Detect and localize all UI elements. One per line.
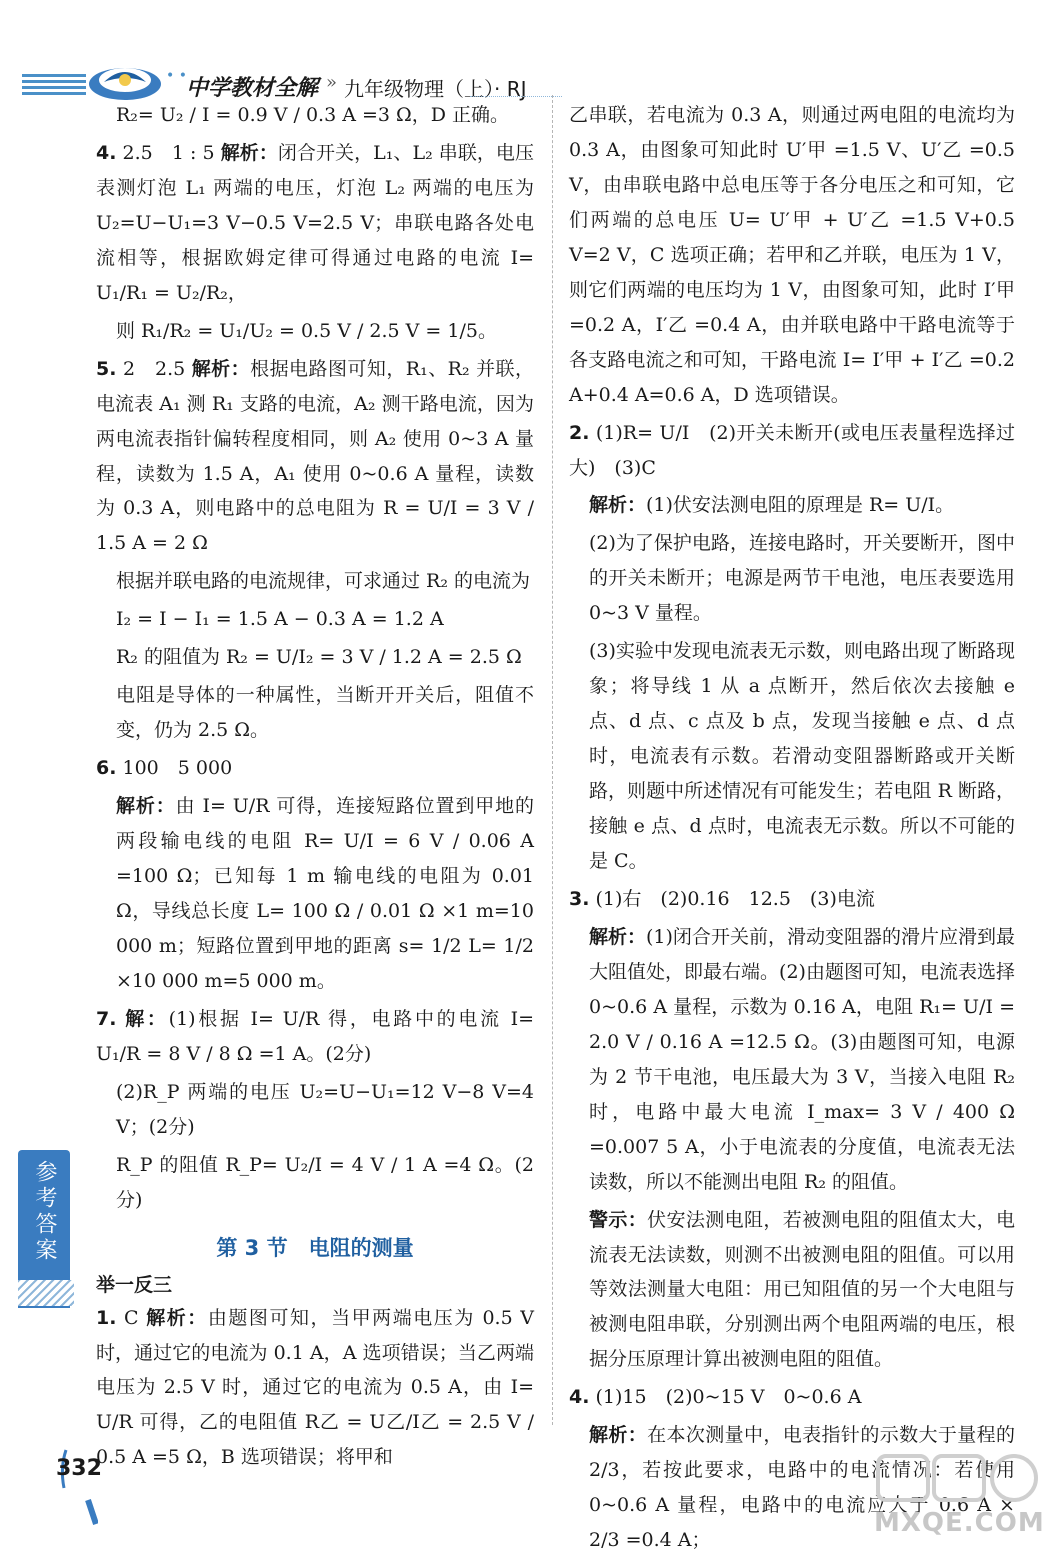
answer-item-4: [96, 136, 534, 311]
answer-item-5: [96, 352, 534, 562]
side-tab-label: 参考答案: [32, 1160, 57, 1264]
book-title: 中学教材全解: [186, 76, 319, 101]
column-divider: [552, 95, 553, 1425]
chevron-right-icon: »: [326, 72, 338, 93]
header-dots: • •: [166, 68, 187, 84]
answer-line: (2)R_P 两端的电压 U₂=U−U₁=12 V−8 V=4 V；(2分): [116, 1080, 534, 1138]
analysis-text: 闭合开关，L₁、L₂ 串联，电压表测灯泡 L₁ 两端的电压，灯泡 L₂ 两端的电压为 U₂=U−U₁=3 V−0.5 V=2.5 V；串联电路各处电流相等，根据欧姆定律可得通过电路的电流 I= U₁/R₁ = U₂/R₂，: [96, 141, 534, 304]
item-answer: C: [124, 1306, 139, 1329]
subsection-heading: 举一反三: [96, 1273, 173, 1296]
analysis-label: 解析：: [220, 141, 278, 164]
answer-line: R_P 的阻值 R_P= U₂/I = 4 V / 1 A =4 Ω。(2分): [116, 1153, 534, 1211]
section-title: 第 3 节 电阻的测量: [216, 1235, 414, 1260]
analysis-paragraph: [569, 920, 1015, 1200]
item-answer: (1)R= U/I (2)开关未断开(或电压表量程选择过大) (3)C: [569, 421, 1015, 479]
item-number: 5.: [96, 357, 117, 380]
analysis-label: 解析：: [191, 357, 251, 380]
item-answer: 100 5 000: [122, 757, 233, 780]
answer-item-7: [96, 1002, 534, 1072]
warning-text: 伏安法测电阻，若被测电阻的阻值太大，电流表无法读数，则测不出被测电阻的阻值。可以用等效法测量大电阻：用已知阻值的另一个大电阻与被测电阻串联，分别测出两个电阻两端的电压，根据分压原理计算出被测电阻的阻值。: [589, 1208, 1015, 1371]
header-stripes: [22, 74, 86, 98]
analysis-text: 根据电路图可知，R₁、R₂ 并联，电流表 A₁ 测 R₁ 支路的电流，A₂ 测干路电流，因为两电流表指针偏转程度相同，则 A₂ 使用 0~3 A 量程，读数为 1.5 A，A₁ 使用 0~0.6 A 量程，读数为 0.3 A，则电路中的总电阻为 R = U/I = 3 V / 1.5 A = 2 Ω: [96, 357, 534, 555]
analysis-text: (1)闭合开关前，滑动变阻器的滑片应滑到最大阻值处，即最右端。(2)由题图可知，电流表选择 0~0.6 A 量程，示数为 0.16 A，电阻 R₁= U/I = 2.0 V / 0.16 A =12.5 Ω。(3)由题图可知，电源为 2 节干电池，电压最大为 3 V，当接入电阻 R₂ 时，电路中最大电流 I_max= 3 V / 400 Ω =0.007 5 A，小于电流表的分度值，电流表无法读数，所以不能测出电阻 R₂ 的阻值。: [589, 925, 1015, 1193]
analysis-label: 解析：: [116, 795, 176, 818]
book-wings-logo-icon: [86, 58, 164, 102]
analysis-text: (1)伏安法测电阻的原理是 R= U/I。: [646, 494, 955, 517]
exercise-item-1: [96, 1301, 534, 1476]
answer-line: R₂= U₂ / I = 0.9 V / 0.3 A =3 Ω，D 正确。: [116, 104, 510, 126]
analysis-label: 解析：: [589, 494, 647, 517]
analysis-paragraph: [569, 488, 1015, 523]
watermark-text: MXQE.COM: [874, 1508, 1045, 1538]
page-number: 332: [56, 1456, 102, 1481]
analysis-text: 由 I= U/R 可得，连接短路位置到甲地的两段输电线的电阻 R= U/I = 6 V / 0.06 A =100 Ω；已知每 1 m 输电线的电阻为 0.01 Ω，导线总长度 L= 100 Ω / 0.01 Ω ×1 m=10 000 m；短路位置到甲地的距离 s= 1/2 L= 1/2 ×10 000 m=5 000 m。: [116, 795, 534, 992]
answer-line: I₂ = I − I₁ = 1.5 A − 0.3 A = 1.2 A: [116, 608, 444, 631]
item-number: 1.: [96, 1306, 117, 1329]
item-number: 3.: [569, 887, 590, 910]
answer-line: R₂ 的阻值为 R₂ = U/I₂ = 3 V / 1.2 A = 2.5 Ω: [116, 646, 522, 669]
answer-line: (2)为了保护电路，连接电路时，开关要断开，图中的开关未断开；电源是两节干电池，电压表要选用 0~3 V 量程。: [589, 532, 1015, 625]
solution-label: 解：: [125, 1007, 169, 1030]
item-number: 7.: [96, 1007, 117, 1030]
analysis-text: 由题图可知，当甲两端电压为 0.5 V 时，通过它的电流为 0.1 A，A 选项错误；当乙两端电压为 2.5 V 时，通过它的电流为 0.5 A，由 I= U/R 可得，乙的电阻值 R乙 = U乙/I乙 = 2.5 V / 0.5 A =5 Ω，B 选项错误；将甲和: [96, 1306, 534, 1469]
exercise-item-3: [569, 882, 1015, 917]
answer-line: 电阻是导体的一种属性，当断开开关后，阻值不变，仍为 2.5 Ω。: [116, 684, 534, 742]
analysis-label: 解析：: [589, 1424, 648, 1447]
answer-line: 则 R₁/R₂ = U₁/U₂ = 0.5 V / 2.5 V = 1/5。: [116, 319, 497, 342]
side-hatch: [18, 1280, 74, 1306]
right-column: [569, 98, 1015, 1561]
item-number: 2.: [569, 421, 590, 444]
analysis-label: 解析：: [589, 925, 647, 948]
item-answer: (1)右 (2)0.16 12.5 (3)电流: [595, 887, 875, 910]
answer-continuation: 乙串联，若电流为 0.3 A，则通过两电阻的电流均为 0.3 A，由图象可知此时 U′甲 =1.5 V、U′乙 =0.5 V，由串联电路中总电压等于各分电压之和可知，它们两端的总电压 U= U′甲 + U′乙 =1.5 V+0.5 V=2 V，C 选项正确；若甲和乙并联，电压为 1 V，则它们两端的电压均为 1 V，由图象可知，此时 I′甲 =0.2 A，I′乙 =0.4 A，由并联电路中干路电流等于各支路电流之和可知，干路电流 I= I′甲 + I′乙 =0.2 A+0.4 A=0.6 A，D 选项错误。: [569, 104, 1015, 406]
header-rule: [470, 96, 562, 97]
item-number: 4.: [569, 1386, 590, 1409]
item-number: 4.: [96, 141, 117, 164]
book-subtitle: 九年级物理（上）· RJ: [344, 77, 527, 101]
warning-label: 警示：: [589, 1208, 648, 1231]
item-answer: (1)15 (2)0~15 V 0~0.6 A: [595, 1386, 862, 1409]
page-header: [0, 28, 1049, 101]
answer-line: 根据并联电路的电流规律，可求通过 R₂ 的电流为: [116, 570, 531, 593]
item-answer: 2 2.5: [122, 357, 186, 380]
exercise-item-4: [569, 1380, 1015, 1415]
analysis-label: 解析：: [146, 1306, 208, 1329]
solution-text: (1)根据 I= U/R 得，电路中的电流 I= U₁/R = 8 V / 8 Ω =1 A。(2分): [96, 1007, 534, 1065]
analysis-text: 在本次测量中，电表指针的示数大于量程的 2/3，若按此要求，电路中的电流情况：若使用 0~0.6 A 量程，电路中的电流应大于 0.6 A × 2/3 =0.4 A；: [589, 1424, 1015, 1552]
item-number: 6.: [96, 757, 117, 780]
exercise-item-2: [569, 416, 1015, 486]
item-answer: 2.5 1 : 5: [122, 141, 215, 164]
answer-line: (3)实验中发现电流表无示数，则电路出现了断路现象；将导线 1 从 a 点断开，然后依次去接触 e 点、d 点、c 点及 b 点，发现当接触 e 点、d 点时，电流表有示数。若滑动变阻器断路或开关断路，则题中所述情况有可能发生；若电阻 R 断路，接触 e 点、d 点时，电流表无示数。所以不可能的是 C。: [589, 640, 1015, 873]
warning-paragraph: [569, 1203, 1015, 1378]
analysis-paragraph: [96, 789, 534, 999]
left-column: [96, 98, 534, 1478]
answer-item-6: [96, 751, 534, 786]
